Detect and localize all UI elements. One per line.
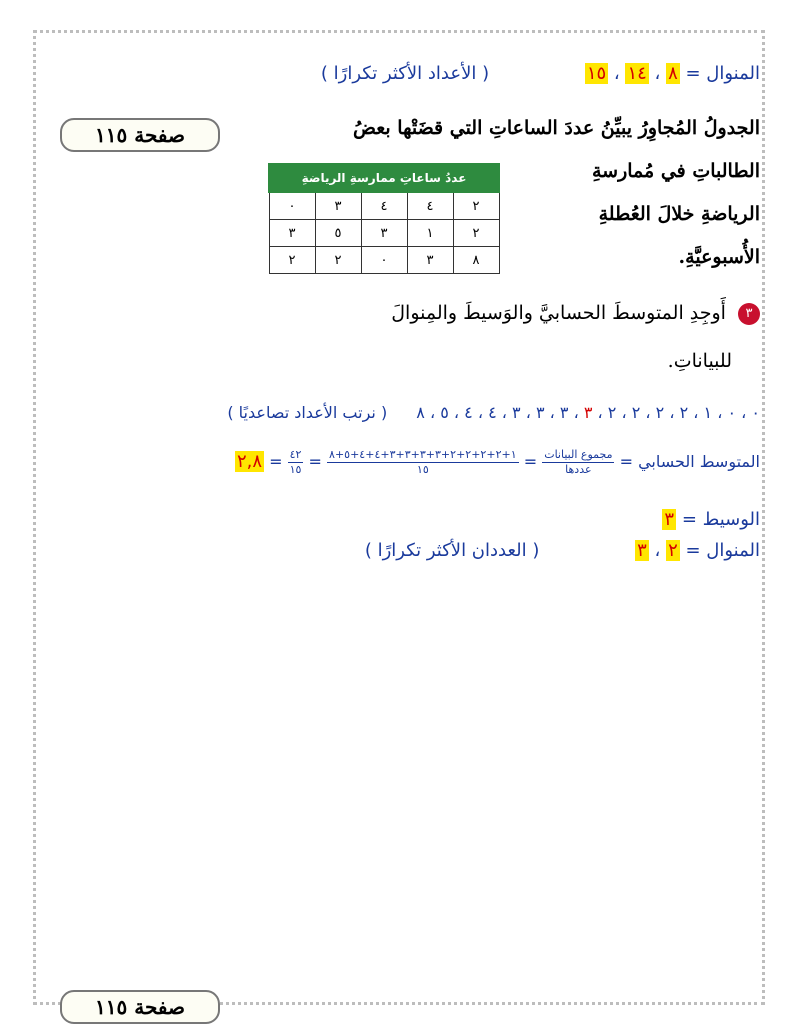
fraction-numerator: ١+٢+٢+٢+٢+٣+٣+٣+٣+٤+٤+٥+٨: [329, 448, 517, 461]
page-reference-label: صفحة ١١٥: [95, 123, 185, 147]
mode-note: ( الأعداد الأكثر تكرارًا ): [320, 63, 490, 84]
table-cell: ٨: [453, 247, 499, 274]
question-line-2: [668, 350, 732, 372]
problem-text: الجدولُ المُجاوِرُ يبيِّنُ عددَ الساعاتِ التي قضَتْها بعضُ: [352, 117, 760, 139]
mean-result: ٢,٨: [236, 451, 262, 472]
table-row: [269, 192, 499, 220]
mean-definition-fraction: [542, 448, 614, 477]
equals-sign: =: [308, 452, 322, 471]
mode-value: ٨: [668, 63, 678, 84]
mode-line-2: [365, 540, 760, 561]
question-number-badge: ٣: [738, 303, 760, 325]
mode-value: ٣: [637, 540, 647, 561]
sorted-values: ٠ ، ٠ ، ١ ، ٢ ، ٢ ، ٢ ، ٢ ،: [597, 403, 760, 422]
median-value: ٣: [664, 509, 675, 530]
table-cell: ٢: [453, 192, 499, 220]
mode-value: ٢: [668, 540, 678, 561]
table-cell: ٣: [269, 220, 315, 247]
mean-sum-fraction: [327, 448, 519, 477]
equals-sign: =: [523, 452, 538, 471]
table-cell: ٥: [315, 220, 361, 247]
problem-line-1: [353, 117, 760, 139]
page-reference-tag: [60, 118, 220, 152]
bottom-page-reference-tag: [60, 990, 220, 1024]
table-cell: ٤: [407, 192, 453, 220]
sorted-note: ( نرتب الأعداد تصاعديًا ): [227, 403, 388, 422]
problem-line-2: [592, 160, 760, 182]
table-cell: ٢: [315, 247, 361, 274]
mean-line: [235, 448, 760, 477]
mean-reduced-fraction: [288, 448, 304, 477]
question-text: للبياناتِ.: [667, 350, 732, 372]
mode-note: ( العددان الأكثر تكرارًا ): [364, 540, 540, 561]
table-cell: ٠: [361, 247, 407, 274]
table-cell: ٣: [361, 220, 407, 247]
equals-sign: =: [269, 452, 283, 471]
separator: ،: [654, 540, 661, 561]
table-cell: ٢: [269, 247, 315, 274]
table-cell: ٣: [407, 247, 453, 274]
question-line-1: [391, 302, 760, 325]
mean-label: المتوسط الحسابي =: [619, 452, 760, 471]
median-label: الوسيط =: [681, 509, 760, 530]
question-text: أَوجِدِ المتوسطَ الحسابيَّ والوَسيطَ والمِنوالَ: [391, 302, 726, 324]
fraction-denominator: عددها: [565, 463, 592, 476]
mode-label: المنوال =: [685, 540, 760, 561]
page-reference-label: صفحة ١١٥: [95, 995, 185, 1019]
mode-label: المنوال =: [685, 63, 760, 84]
table-cell: ٤: [361, 192, 407, 220]
fraction-numerator: مجموع البيانات: [544, 448, 613, 461]
problem-text: الطالباتِ في مُمارسةِ: [591, 160, 760, 182]
table-cell: ٠: [269, 192, 315, 220]
sorted-values-line: [227, 403, 760, 422]
fraction-numerator: ٤٢: [289, 448, 302, 461]
fraction-denominator: ١٥: [289, 463, 302, 476]
median-line: [662, 509, 760, 530]
hours-table: [268, 163, 500, 274]
fraction-denominator: ١٥: [416, 463, 429, 476]
separator: ،: [654, 63, 661, 84]
mode-value: ١٥: [586, 63, 607, 84]
table-cell: ٣: [315, 192, 361, 220]
mode-value: ١٤: [627, 63, 647, 84]
sorted-values: ، ٣ ، ٣ ، ٣ ، ٤ ، ٤ ، ٥ ، ٨: [416, 403, 579, 422]
table-row: [269, 247, 499, 274]
table-cell: ٢: [453, 220, 499, 247]
median-highlight: ٣: [583, 403, 593, 422]
table-cell: ١: [407, 220, 453, 247]
table-header: عددُ ساعاتِ ممارسةِ الرياضةِ: [269, 164, 499, 192]
problem-line-4: [679, 246, 760, 268]
mode-line-1: [321, 63, 760, 84]
problem-text: الرياضةِ خلالَ العُطلةِ: [598, 203, 760, 225]
problem-line-3: [599, 203, 760, 225]
separator: ،: [613, 63, 620, 84]
table-row: [269, 220, 499, 247]
problem-text: الأُسبوعيَّةِ.: [678, 246, 760, 268]
